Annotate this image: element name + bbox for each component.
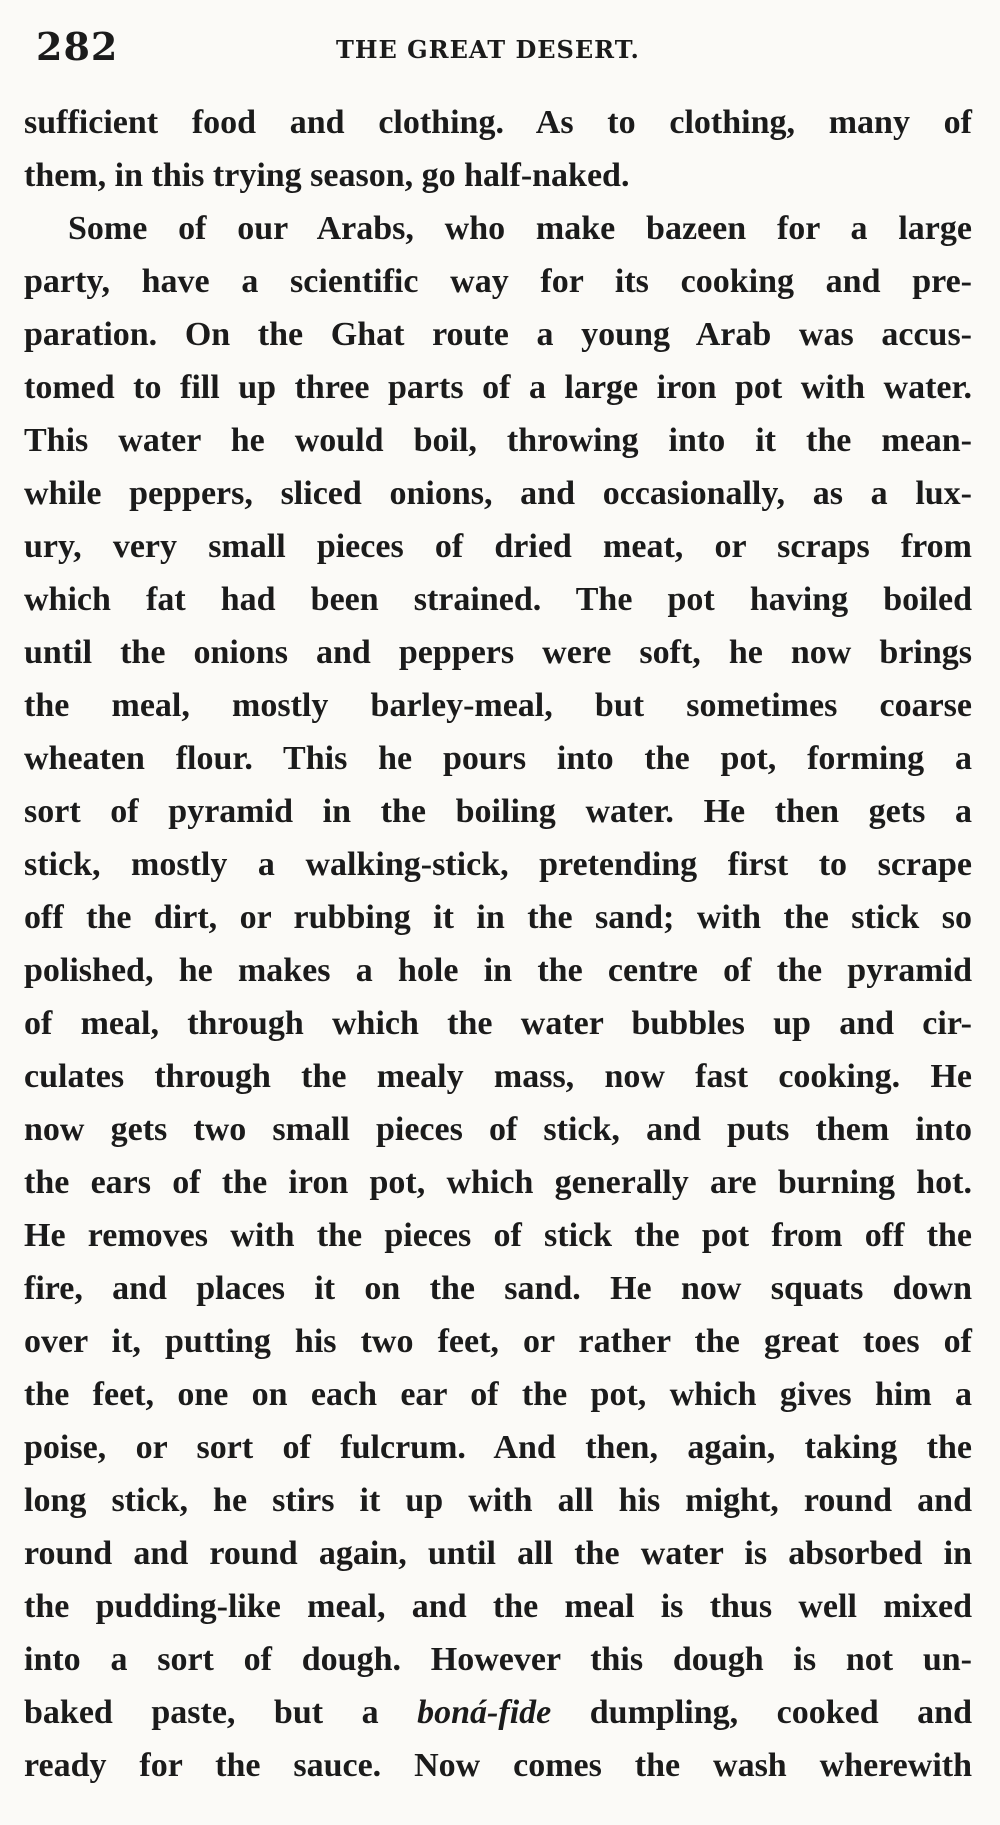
text-line: party, have a scientific way for its cooking and pre- — [24, 263, 972, 300]
text-line: He removes with the pieces of stick the pot from off the — [24, 1217, 972, 1254]
text-line: ury, very small pieces of dried meat, or scraps from — [24, 528, 972, 565]
text-line: round and round again, until all the water is absorbed in — [24, 1535, 972, 1572]
page-header — [36, 22, 966, 82]
text-line: off the dirt, or rubbing it in the sand; with the stick so — [24, 899, 972, 936]
text-line: tomed to fill up three parts of a large iron pot with water. — [24, 369, 972, 406]
text-line: over it, putting his two feet, or rather the great toes of — [24, 1323, 972, 1360]
text-line: into a sort of dough. However this dough is not un- — [24, 1641, 972, 1678]
text-line: of meal, through which the water bubbles up and cir- — [24, 1005, 972, 1042]
text-line: culates through the mealy mass, now fast cooking. He — [24, 1058, 972, 1095]
text-line: sort of pyramid in the boiling water. He then gets a — [24, 793, 972, 830]
italic-term: boná-fide — [417, 1694, 552, 1731]
text-line: This water he would boil, throwing into it the mean- — [24, 422, 972, 459]
text-line: polished, he makes a hole in the centre of the pyramid — [24, 952, 972, 989]
text-line: them, in this trying season, go half-naked. — [24, 157, 630, 194]
text-line: Some of our Arabs, who make bazeen for a large — [68, 210, 972, 247]
text-line: long stick, he stirs it up with all his might, round and — [24, 1482, 972, 1519]
text-line: while peppers, sliced onions, and occasionally, as a lux- — [24, 475, 972, 512]
body-text — [24, 96, 972, 1792]
text-line: the ears of the iron pot, which generally are burning hot. — [24, 1164, 972, 1201]
text-line: now gets two small pieces of stick, and puts them into — [24, 1111, 972, 1148]
text-line: stick, mostly a walking-stick, pretending first to scrape — [24, 846, 972, 883]
page-number: 282 — [36, 24, 119, 69]
text-line: sufficient food and clothing. As to clothing, many of — [24, 104, 972, 141]
text-line: ready for the sauce. Now comes the wash wherewith — [24, 1747, 972, 1784]
text-line: the meal, mostly barley-meal, but sometimes coarse — [24, 687, 972, 724]
text-line: which fat had been strained. The pot having boiled — [24, 581, 972, 618]
text-segment: dumpling, cooked and — [551, 1694, 972, 1731]
text-line: the pudding-like meal, and the meal is thus well mixed — [24, 1588, 972, 1625]
text-line: fire, and places it on the sand. He now squats down — [24, 1270, 972, 1307]
running-head: THE GREAT DESERT. — [336, 35, 640, 64]
text-line: paration. On the Ghat route a young Arab was accus- — [24, 316, 972, 353]
text-line: until the onions and peppers were soft, he now brings — [24, 634, 972, 671]
text-line: the feet, one on each ear of the pot, which gives him a — [24, 1376, 972, 1413]
text-line: wheaten flour. This he pours into the pot, forming a — [24, 740, 972, 777]
text-line: poise, or sort of fulcrum. And then, again, taking the — [24, 1429, 972, 1466]
text-line — [24, 1686, 972, 1739]
text-segment: baked paste, but a — [24, 1694, 418, 1731]
